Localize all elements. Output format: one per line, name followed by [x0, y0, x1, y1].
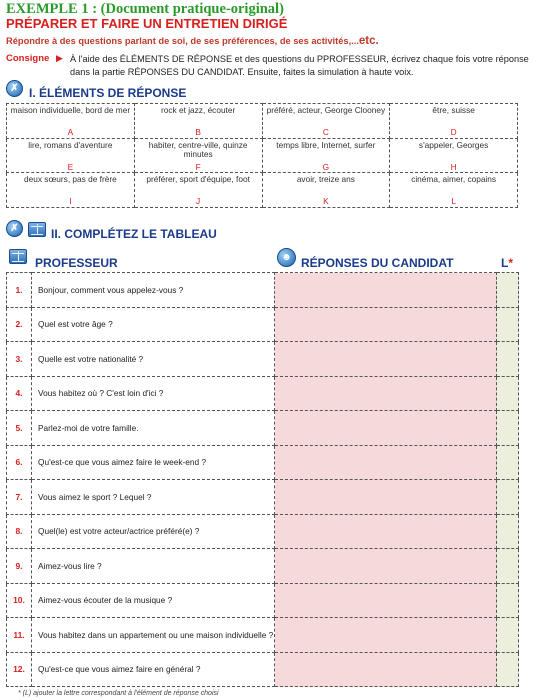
question-number: 2. — [7, 307, 32, 342]
question-text: Aimez-vous lire ? — [32, 549, 275, 584]
answer-cell[interactable] — [275, 618, 497, 653]
element-cell — [134, 173, 262, 208]
page-title: PRÉPARER ET FAIRE UN ENTRETIEN DIRIGÉ — [6, 16, 288, 31]
element-cell — [390, 138, 518, 173]
question-number: 8. — [7, 514, 32, 549]
element-cell — [390, 104, 518, 139]
answer-cell[interactable] — [275, 342, 497, 377]
element-letter: I — [69, 196, 72, 206]
element-letter: C — [322, 127, 329, 137]
elements-row — [7, 104, 518, 139]
element-letter: E — [67, 161, 74, 172]
element-letter: L — [451, 196, 456, 206]
questions-table — [6, 272, 519, 687]
consigne-label: Consigne — [6, 53, 50, 64]
element-letter: K — [323, 196, 329, 206]
question-number: 10. — [7, 583, 32, 618]
tools-icon: ✗ — [6, 80, 23, 97]
element-phrase: préféré, acteur, George Clooney — [266, 105, 386, 115]
answer-cell[interactable] — [275, 376, 497, 411]
element-phrase: préférer, sport d'équipe, foot — [146, 174, 250, 184]
question-text: Qu'est-ce que vous aimez faire le week-end ? — [32, 445, 275, 480]
element-phrase: maison individuelle, bord de mer — [10, 105, 131, 115]
intro-text — [6, 35, 379, 47]
element-phrase: cinéma, aimer, copains — [411, 174, 497, 184]
question-row — [7, 549, 519, 584]
element-phrase: deux sœurs, pas de frère — [24, 174, 117, 184]
question-text: Parlez-moi de votre famille. — [32, 411, 275, 446]
answer-cell[interactable] — [275, 480, 497, 515]
element-phrase: être, suisse — [432, 105, 475, 115]
question-row — [7, 273, 519, 308]
question-text: Qu'est-ce que vous aimez faire en général ? — [32, 652, 275, 687]
column-header-professeur: PROFESSEUR — [35, 256, 118, 270]
column-header-l-star: * — [508, 256, 514, 270]
question-row — [7, 480, 519, 515]
element-letter: B — [195, 127, 201, 137]
intro-etc: etc. — [358, 35, 379, 47]
question-text: Vous habitez où ? C'est loin d'ici ? — [32, 376, 275, 411]
question-number: 5. — [7, 411, 32, 446]
arrow-right-icon: ▶ — [56, 53, 63, 63]
letter-cell[interactable] — [497, 411, 519, 446]
letter-cell[interactable] — [497, 273, 519, 308]
question-number: 1. — [7, 273, 32, 308]
element-letter: F — [195, 161, 201, 172]
letter-cell[interactable] — [497, 307, 519, 342]
question-number: 12. — [7, 652, 32, 687]
element-letter: J — [196, 196, 201, 206]
consigne-text: À l'aide des ÉLÉMENTS DE RÉPONSE et des questions du PPROFESSEUR, écrivez chaque fois votre réponse dans la partie RÉPONSES DU CANDIDAT. Ensuite, faites la simulation à haute voix. — [70, 54, 529, 77]
tools-icon: ✗ — [6, 220, 23, 237]
element-cell — [7, 104, 135, 139]
section-1-title: I. ÉLÉMENTS DE RÉPONSE — [29, 86, 187, 100]
answer-cell[interactable] — [275, 273, 497, 308]
letter-cell[interactable] — [497, 480, 519, 515]
element-cell — [134, 104, 262, 139]
element-cell — [262, 138, 390, 173]
answer-cell[interactable] — [275, 583, 497, 618]
letter-cell[interactable] — [497, 652, 519, 687]
column-header-l — [501, 256, 513, 270]
question-row — [7, 514, 519, 549]
element-letter: G — [322, 161, 330, 172]
element-letter: A — [67, 127, 74, 137]
element-phrase: rock et jazz, écouter — [161, 105, 236, 115]
letter-cell[interactable] — [497, 342, 519, 377]
letter-cell[interactable] — [497, 618, 519, 653]
question-text: Quel est votre âge ? — [32, 307, 275, 342]
element-cell — [7, 173, 135, 208]
question-text: Vous aimez le sport ? Lequel ? — [32, 480, 275, 515]
element-cell — [7, 138, 135, 173]
column-header-reponses: RÉPONSES DU CANDIDAT — [301, 256, 454, 270]
question-number: 3. — [7, 342, 32, 377]
question-number: 9. — [7, 549, 32, 584]
question-row — [7, 618, 519, 653]
ear-icon: ☻ — [277, 248, 296, 267]
element-phrase: habiter, centre-ville, quinze minutes — [148, 139, 248, 159]
intro-main: Répondre à des questions parlant de soi, de ses préférences, de ses activités,... — [6, 36, 359, 46]
question-number: 11. — [7, 618, 32, 653]
book-icon — [9, 249, 27, 264]
element-phrase: temps libre, Internet, surfer — [276, 139, 376, 150]
question-number: 7. — [7, 480, 32, 515]
answer-cell[interactable] — [275, 514, 497, 549]
question-row — [7, 411, 519, 446]
letter-cell[interactable] — [497, 549, 519, 584]
element-cell — [262, 104, 390, 139]
question-row — [7, 376, 519, 411]
question-text: Vous habitez dans un appartement ou une maison individuelle ? — [32, 618, 275, 653]
section-2-title: II. COMPLÉTEZ LE TABLEAU — [51, 227, 217, 241]
element-cell — [390, 173, 518, 208]
question-text: Bonjour, comment vous appelez-vous ? — [32, 273, 275, 308]
element-phrase: avoir, treize ans — [296, 174, 355, 184]
question-text: Aimez-vous écouter de la musique ? — [32, 583, 275, 618]
elements-row — [7, 138, 518, 173]
question-row — [7, 307, 519, 342]
example-title: EXEMPLE 1 : (Document pratique-original) — [6, 1, 284, 17]
answer-cell[interactable] — [275, 549, 497, 584]
question-number: 4. — [7, 376, 32, 411]
element-cell — [262, 173, 390, 208]
book-icon — [28, 222, 46, 237]
answer-cell[interactable] — [275, 445, 497, 480]
letter-cell[interactable] — [497, 445, 519, 480]
element-cell — [134, 138, 262, 173]
elements-table — [6, 103, 518, 208]
element-letter: H — [450, 161, 457, 172]
letter-cell[interactable] — [497, 583, 519, 618]
column-header-l-text: L — [501, 256, 509, 270]
question-row — [7, 445, 519, 480]
letter-cell[interactable] — [497, 376, 519, 411]
question-number: 6. — [7, 445, 32, 480]
element-phrase: lire, romans d'aventure — [28, 139, 113, 150]
question-text: Quel(le) est votre acteur/actrice préféré(e) ? — [32, 514, 275, 549]
answer-cell[interactable] — [275, 307, 497, 342]
elements-row — [7, 173, 518, 208]
element-letter: D — [450, 127, 457, 137]
question-row — [7, 342, 519, 377]
answer-cell[interactable] — [275, 411, 497, 446]
question-row — [7, 583, 519, 618]
answer-cell[interactable] — [275, 652, 497, 687]
letter-cell[interactable] — [497, 514, 519, 549]
element-phrase: s'appeler, Georges — [418, 139, 489, 150]
question-text: Quelle est votre nationalité ? — [32, 342, 275, 377]
footnote: * (L) ajouter la lettre correspondant à l'élément de réponse choisi — [18, 690, 219, 697]
question-row — [7, 652, 519, 687]
